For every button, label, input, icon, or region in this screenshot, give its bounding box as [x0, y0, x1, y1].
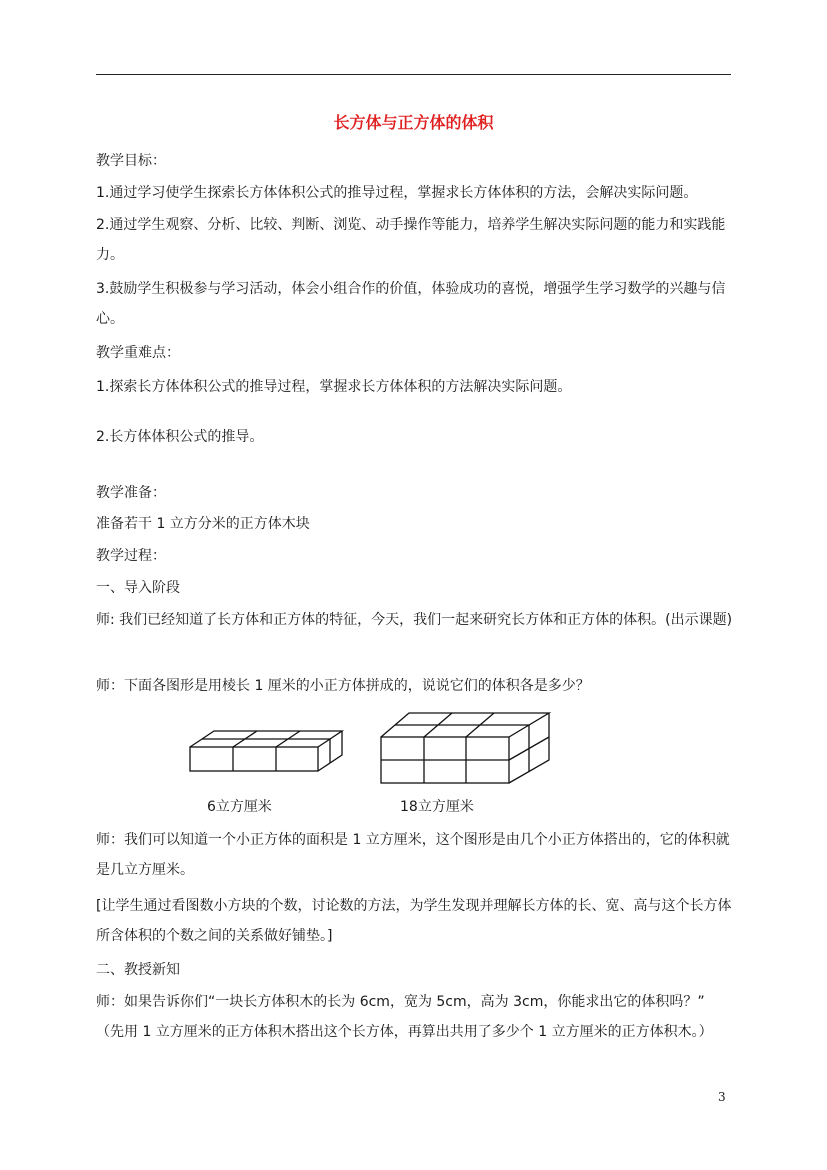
paragraph-objectives-heading: 教学目标：	[96, 153, 166, 169]
paragraph-section-1: 一、导入阶段	[96, 580, 180, 596]
cuboid-6	[190, 731, 342, 771]
caption-6-cubic-cm: 6立方厘米	[207, 799, 272, 815]
paragraph-objective-2: 2.通过学生观察、分析、比较、判断、浏览、动手操作等能力，培养学生解决实际问题的能力和实践能力。	[96, 217, 726, 263]
paragraph-objective-1: 1.通过学习使学生探索长方体体积公式的推导过程，掌握求长方体体积的方法，会解决实际问题。	[96, 185, 698, 201]
paragraph-note: [让学生通过看图数小方块的个数，讨论数的方法，为学生发现并理解长方体的长、宽、高与这个长方体所含体积的个数之间的关系做好铺垫。]	[96, 898, 732, 944]
paragraph-teacher-3: 师：我们可以知道一个小正方体的面积是 1 立方厘米，这个图形是由几个小正方体搭出的，它的体积就是几立方厘米。	[96, 832, 730, 878]
paragraph-teacher-2: 师：下面各图形是用棱长 1 厘米的小正方体拼成的，说说它们的体积各是多少？	[96, 678, 590, 694]
paragraph-preparation-heading: 教学准备：	[96, 485, 166, 501]
paragraph-teacher-4: 师：如果告诉你们“一块长方体积木的长为 6cm，宽为 5cm，高为 3cm，你能求出它的体积吗？”	[96, 994, 705, 1010]
paragraph-keypoints-heading: 教学重难点：	[96, 345, 180, 361]
paragraph-keypoint-1: 1.探索长方体体积公式的推导过程，掌握求长方体体积的方法解决实际问题。	[96, 379, 572, 395]
paragraph-section-2: 二、教授新知	[96, 962, 180, 978]
paragraph-keypoint-2: 2.长方体体积公式的推导。	[96, 429, 264, 445]
page-number: 3	[718, 1090, 726, 1104]
paragraph-preparation: 准备若干 1 立方分米的正方体木块	[96, 516, 310, 532]
paragraph-objective-3: 3.鼓励学生积极参与学习活动，体会小组合作的价值，体验成功的喜悦，增强学生学习数学的兴趣与信心。	[96, 281, 726, 327]
paragraph-instruction: （先用 1 立方厘米的正方体积木搭出这个长方体，再算出共用了多少个 1 立方厘米的正方体积木。）	[96, 1024, 713, 1040]
paragraph-teacher-1: 师: 我们已经知道了长方体和正方体的特征，今天，我们一起来研究长方体和正方体的体积。(出示课题)	[96, 612, 733, 628]
paragraph-process-heading: 教学过程：	[96, 548, 166, 564]
caption-18-cubic-cm: 18立方厘米	[400, 799, 474, 815]
page-title: 长方体与正方体的体积	[333, 113, 494, 132]
cuboid-18	[381, 713, 549, 783]
